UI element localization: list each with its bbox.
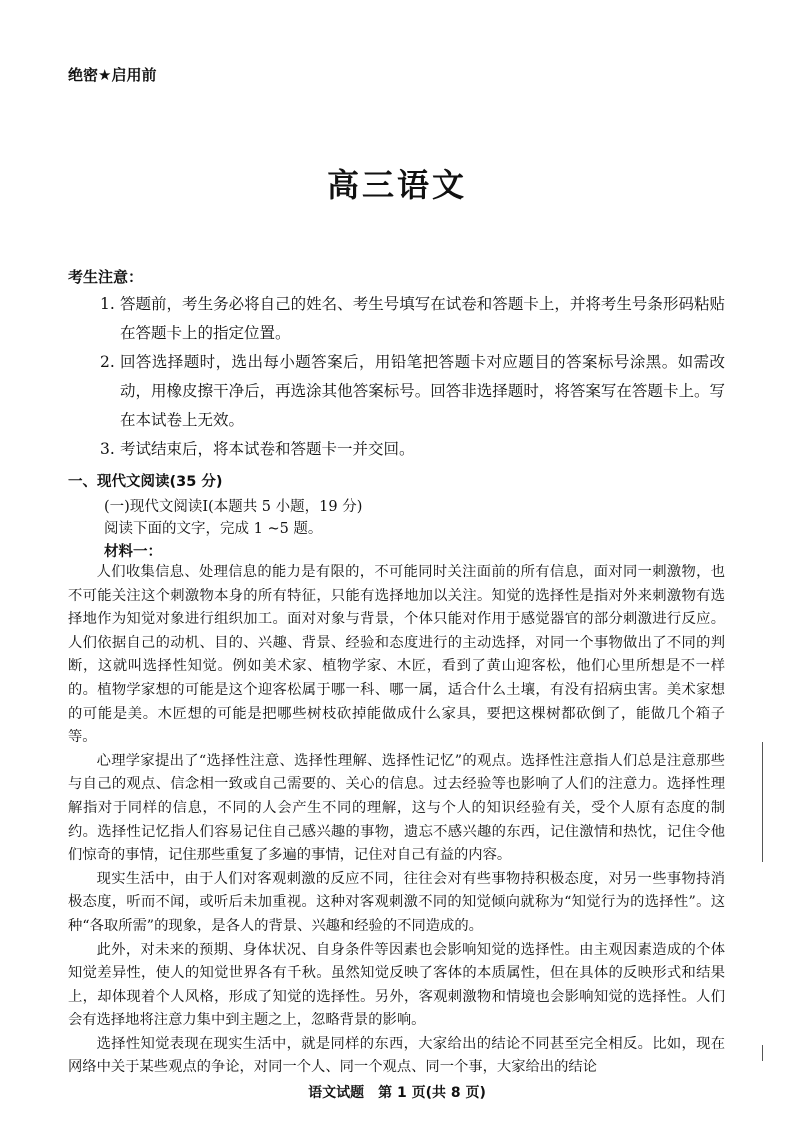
passage-paragraph: 此外，对未来的预期、身体状况、自身条件等因素也会影响知觉的选择性。由主观因素造成的个体知觉差异性，使人的知觉世界各有千秋。虽然知觉反映了客体的本质属性，但在具体的反映形式和结果上，却体现着个人风格，形成了知觉的选择性。另外，客观刺激物和情境也会影响知觉的选择性。人们会有选择地将注意力集中到主题之上，忽略背景的影响。 [68, 941, 725, 1029]
notice-item [100, 348, 725, 435]
notice-number: 3. [100, 440, 115, 458]
passage-paragraph: 选择性知觉表现在现实生活中，就是同样的东西，大家给出的结论不同甚至完全相反。比如，现在网络中关于某些观点的争论，对同一个人、同一个观点、同一个事，大家给出的结论 [68, 1035, 725, 1076]
notice-number: 2. [100, 353, 115, 371]
notice-number: 1. [100, 295, 115, 313]
scan-margin-line [762, 1045, 763, 1061]
page-title: 高三语文 [326, 166, 467, 204]
scan-margin-line [762, 742, 763, 862]
section-heading: 一、现代文阅读(35 分) [68, 474, 223, 490]
notice-text: 考试结束后，将本试卷和答题卡一并交回。 [120, 440, 415, 458]
notice-item [100, 290, 725, 348]
passage-paragraph: 人们收集信息、处理信息的能力是有限的，不可能同时关注面前的所有信息，面对同一刺激物，也不可能关注这个刺激物本身的所有特征，只能有选择地加以关注。知觉的选择性是指对外来刺激物有选择地作为知觉对象进行组织加工。面对对象与背景，个体只能对作用于感觉器官的部分刺激进行反应。人们依据自己的动机、目的、兴趣、背景、经验和态度进行的主动选择，对同一个事物做出了不同的判断，这就叫选择性知觉。例如美术家、植物学家、木匠，看到了黄山迎客松，他们心里所想是不一样的。植物学家想的可能是这个迎客松属于哪一科、哪一属，适合什么土壤，有没有招病虫害。美术家想的可能是美。木匠想的可能是把哪些树枝砍掉能做成什么家具，要把这棵树都砍倒了，能做几个箱子等。 [68, 564, 725, 746]
notice-text: 答题前，考生务必将自己的姓名、考生号填写在试卷和答题卡上，并将考生号条形码粘贴在答题卡上的指定位置。 [120, 295, 725, 342]
page-footer: 语文试题 第 1 页(共 8 页) [308, 1085, 486, 1101]
subsection-heading: (一)现代文阅读Ⅰ(本题共 5 小题，19 分) [104, 499, 363, 515]
notice-title: 考生注意： [68, 268, 144, 286]
notice-list [100, 290, 725, 464]
material-label: 材料一： [104, 544, 162, 560]
passage-paragraph: 心理学家提出了“选择性注意、选择性理解、选择性记忆”的观点。选择性注意指人们总是注意那些与自己的观点、信念相一致或自己需要的、关心的信息。过去经验等也影响了人们的注意力。选择性理解指对于同样的信息，不同的人会产生不同的理解，这与个人的知识经验有关，受个人原有态度的制约。选择性记忆指人们容易记住自己感兴趣的事物，遗忘不感兴趣的东西，记住激情和热忱，记住令他们惊奇的事情，记住那些重复了多遍的事情，记住对自己有益的内容。 [68, 752, 725, 864]
reading-instruction: 阅读下面的文字，完成 1 ~5 题。 [104, 521, 323, 537]
notice-text: 回答选择题时，选出每小题答案后，用铅笔把答题卡对应题目的答案标号涂黑。如需改动，用橡皮擦干净后，再选涂其他答案标号。回答非选择题时，将答案写在答题卡上。写在本试卷上无效。 [120, 353, 725, 429]
confidential-label: 绝密★启用前 [68, 66, 157, 84]
reading-passage [68, 561, 725, 1080]
passage-paragraph: 现实生活中，由于人们对客观刺激的反应不同，往往会对有些事物持积极态度，对另一些事物持消极态度，听而不闻，或听后未加重视。这种对客观刺激不同的知觉倾向就称为“知觉行为的选择性”。这种“各取所需”的现象，是各人的背景、兴趣和经验的不同造成的。 [68, 870, 725, 934]
notice-item [100, 435, 725, 464]
